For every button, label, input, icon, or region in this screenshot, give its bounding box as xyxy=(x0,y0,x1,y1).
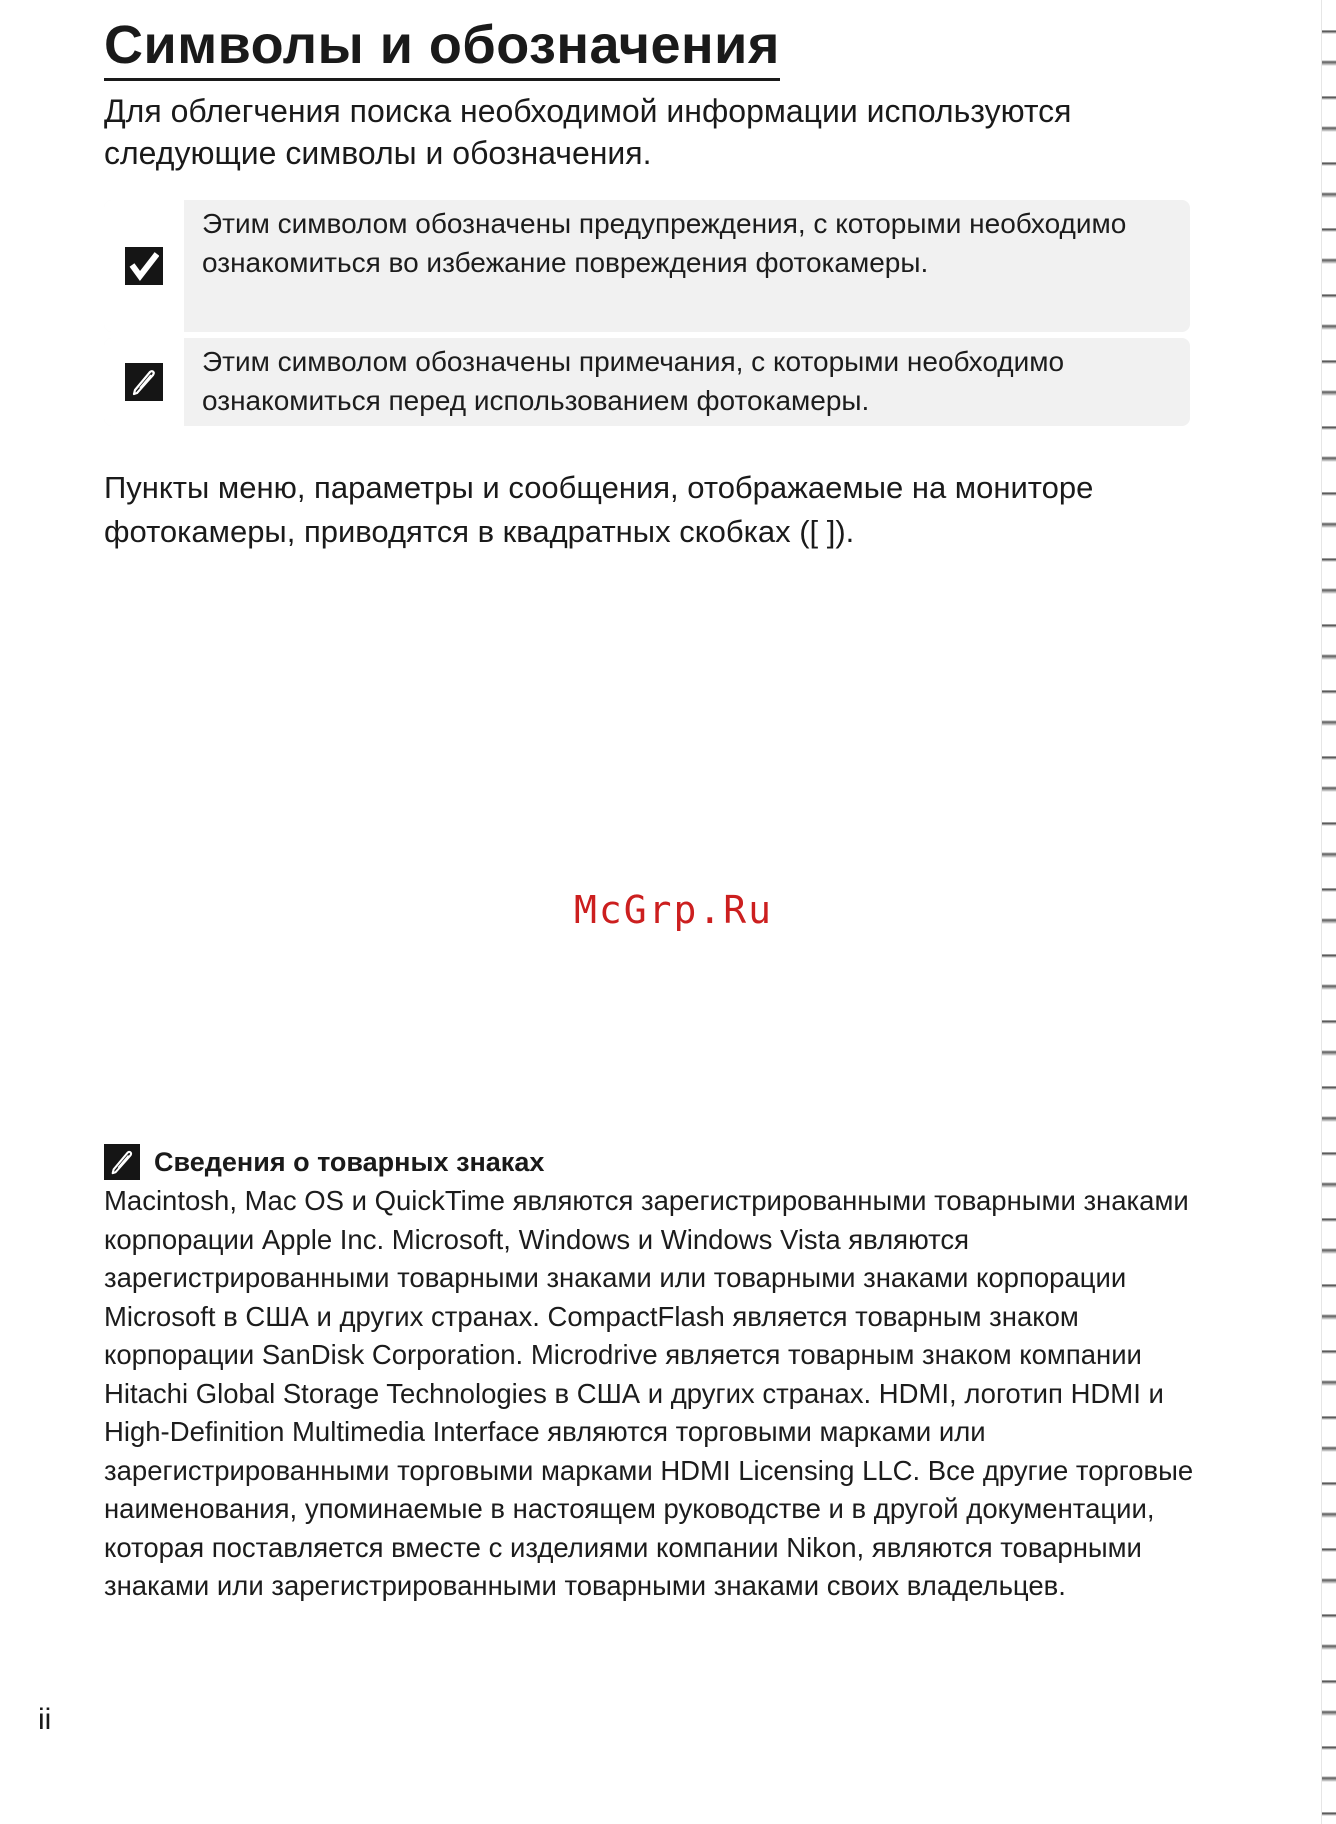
warning-symbol-text: Этим символом обозначены предупреждения, с которыми необходимо ознакомиться во избежание повреждения фотокамеры. xyxy=(202,208,1127,278)
watermark: McGrp.Ru xyxy=(574,888,774,932)
page-title: Символы и обозначения xyxy=(104,12,780,81)
warning-icon-cell xyxy=(104,200,184,332)
note-symbol-text: Этим символом обозначены примечания, с которыми необходимо ознакомиться перед использованием фотокамеры. xyxy=(202,346,1065,416)
warning-symbol-box xyxy=(104,200,1190,332)
trademarks-heading xyxy=(104,1144,1204,1180)
note-icon-cell xyxy=(104,338,184,426)
checkmark-icon xyxy=(125,247,163,285)
trademarks-section xyxy=(104,1144,1204,1606)
menu-notation-paragraph: Пункты меню, параметры и сообщения, отображаемые на мониторе фотокамеры, приводятся в квадратных скобках ([ ]). xyxy=(104,470,1094,549)
trademarks-body: Macintosh, Mac OS и QuickTime являются зарегистрированными товарными знаками корпорации Apple Inc. Microsoft, Windows и Windows Vista являются зарегистрированными товарными знаками или товарными знаками корпорации Microsoft в США и других странах. CompactFlash является товарным знаком корпорации SanDisk Corporation. Microdrive является товарным знаком компании Hitachi Global Storage Technologies в США и других странах. HDMI, логотип HDMI и High-Definition Multimedia Interface являются торговыми марками или зарегистрированными торговыми марками HDMI Licensing LLC. Все другие торговые наименования, упоминаемые в настоящем руководстве и в другой документации, которая поставляется вместе с изделиями компании Nikon, являются товарными знаками или зарегистрированными товарными знаками своих владельцев. xyxy=(104,1185,1194,1601)
trademarks-title: Сведения о товарных знаках xyxy=(154,1147,545,1177)
note-symbol-box xyxy=(104,338,1190,426)
pencil-icon xyxy=(104,1144,140,1180)
pencil-icon xyxy=(125,363,163,401)
intro-paragraph: Для облегчения поиска необходимой информации используются следующие символы и обозначения. xyxy=(104,93,1072,171)
page-number: ii xyxy=(38,1703,52,1736)
scanned-page-edge xyxy=(1321,0,1336,1824)
